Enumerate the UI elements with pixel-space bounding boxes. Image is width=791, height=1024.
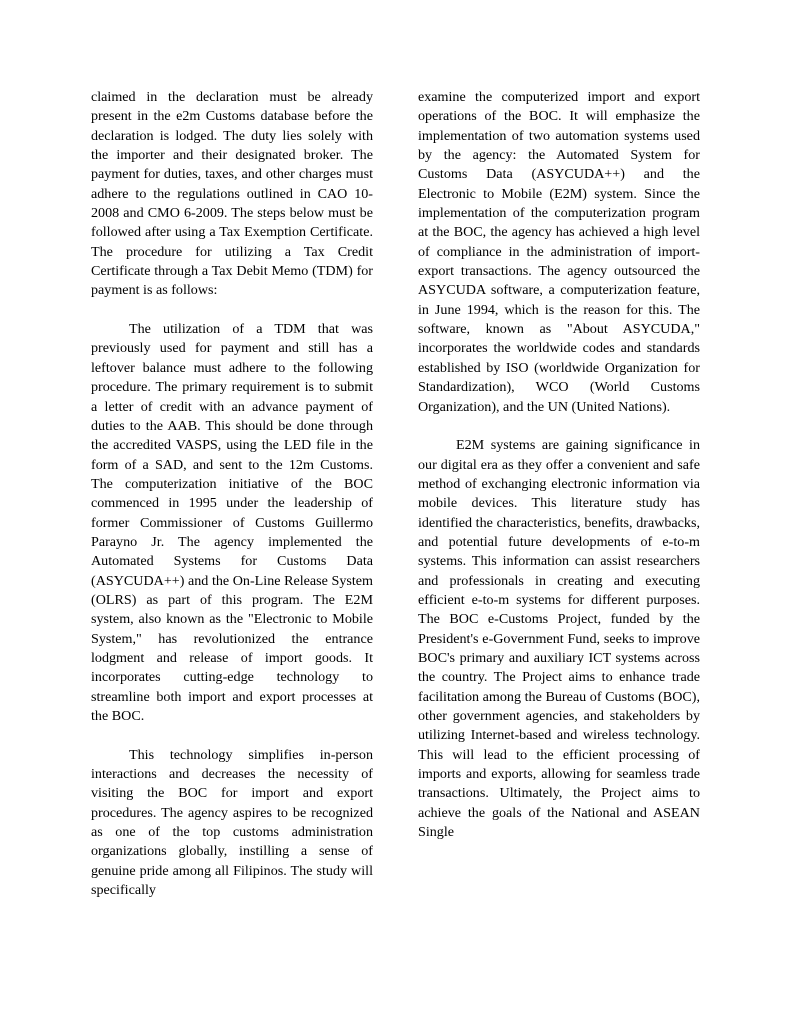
paragraph: The utilization of a TDM that was previously used for payment and still has a leftover balance must adhere to the following procedure. The primary requirement is to submit a letter of credit with an advance payment of duties to the AAB. This should be done through the accredited VASPS, using the LED file in the form of a SAD, and sent to the 12m Customs. The computerization initiative of the BOC commenced in 1995 under the leadership of former Commissioner of Customs Guillermo Parayno Jr. The agency implemented the Automated Systems for Customs Data (ASYCUDA++) and the On-Line Release System (OLRS) as part of this program. The E2M system, also known as the "Electronic to Mobile System," has revolutionized the entrance lodgment and release of import goods. It incorporates cutting-edge technology to streamline both import and export processes at the BOC. [91, 321, 373, 724]
right-column [418, 88, 700, 842]
paragraph: examine the computerized import and export operations of the BOC. It will emphasize the implementation of two automation systems used by the agency: the Automated System for Customs Data (ASYCUDA++) and the Electronic to Mobile (E2M) system. Since the implementation of the computerization program at the BOC, the agency has achieved a high level of compliance in the administration of import-export transactions. The agency outsourced the ASYCUDA software, a computerization feature, in June 1994, which is the reason for this. The software, known as "About ASYCUDA," incorporates the worldwide codes and standards established by ISO (worldwide Organization for Standardization), WCO (World Customs Organization), and the UN (United Nations). [418, 89, 700, 415]
paragraph: claimed in the declaration must be already present in the e2m Customs database before the declaration is lodged. The duty lies solely with the importer and their designated broker. The payment for duties, taxes, and other charges must adhere to the regulations outlined in CAO 10-2008 and CMO 6-2009. The steps below must be followed after using a Tax Exemption Certificate. The procedure for utilizing a Tax Credit Certificate through a Tax Debit Memo (TDM) for payment is as follows: [91, 89, 373, 299]
paragraph: E2M systems are gaining significance in our digital era as they offer a convenient and safe method of exchanging electronic information via mobile devices. This literature study has identified the characteristics, benefits, drawbacks, and potential future developments of e-to-m systems. This information can assist researchers and professionals in creating and executing efficient e-to-m systems for different purposes. The BOC e-Customs Project, funded by the President's e-Government Fund, seeks to improve BOC's primary and auxiliary ICT systems across the country. The Project aims to enhance trade facilitation among the Bureau of Customs (BOC), other government agencies, and stakeholders by utilizing Internet-based and wireless technology. This will lead to the efficient processing of imports and exports, allowing for seamless trade transactions. Ultimately, the Project aims to achieve the goals of the National and ASEAN Single [418, 437, 700, 841]
paragraph: This technology simplifies in-person interactions and decreases the necessity of visiting the BOC for import and export procedures. The agency aspires to be recognized as one of the top customs administration organizations globally, instilling a sense of genuine pride among all Filipinos. The study will specifically [91, 746, 373, 899]
left-column [91, 88, 373, 900]
two-column-text-body [91, 88, 700, 900]
